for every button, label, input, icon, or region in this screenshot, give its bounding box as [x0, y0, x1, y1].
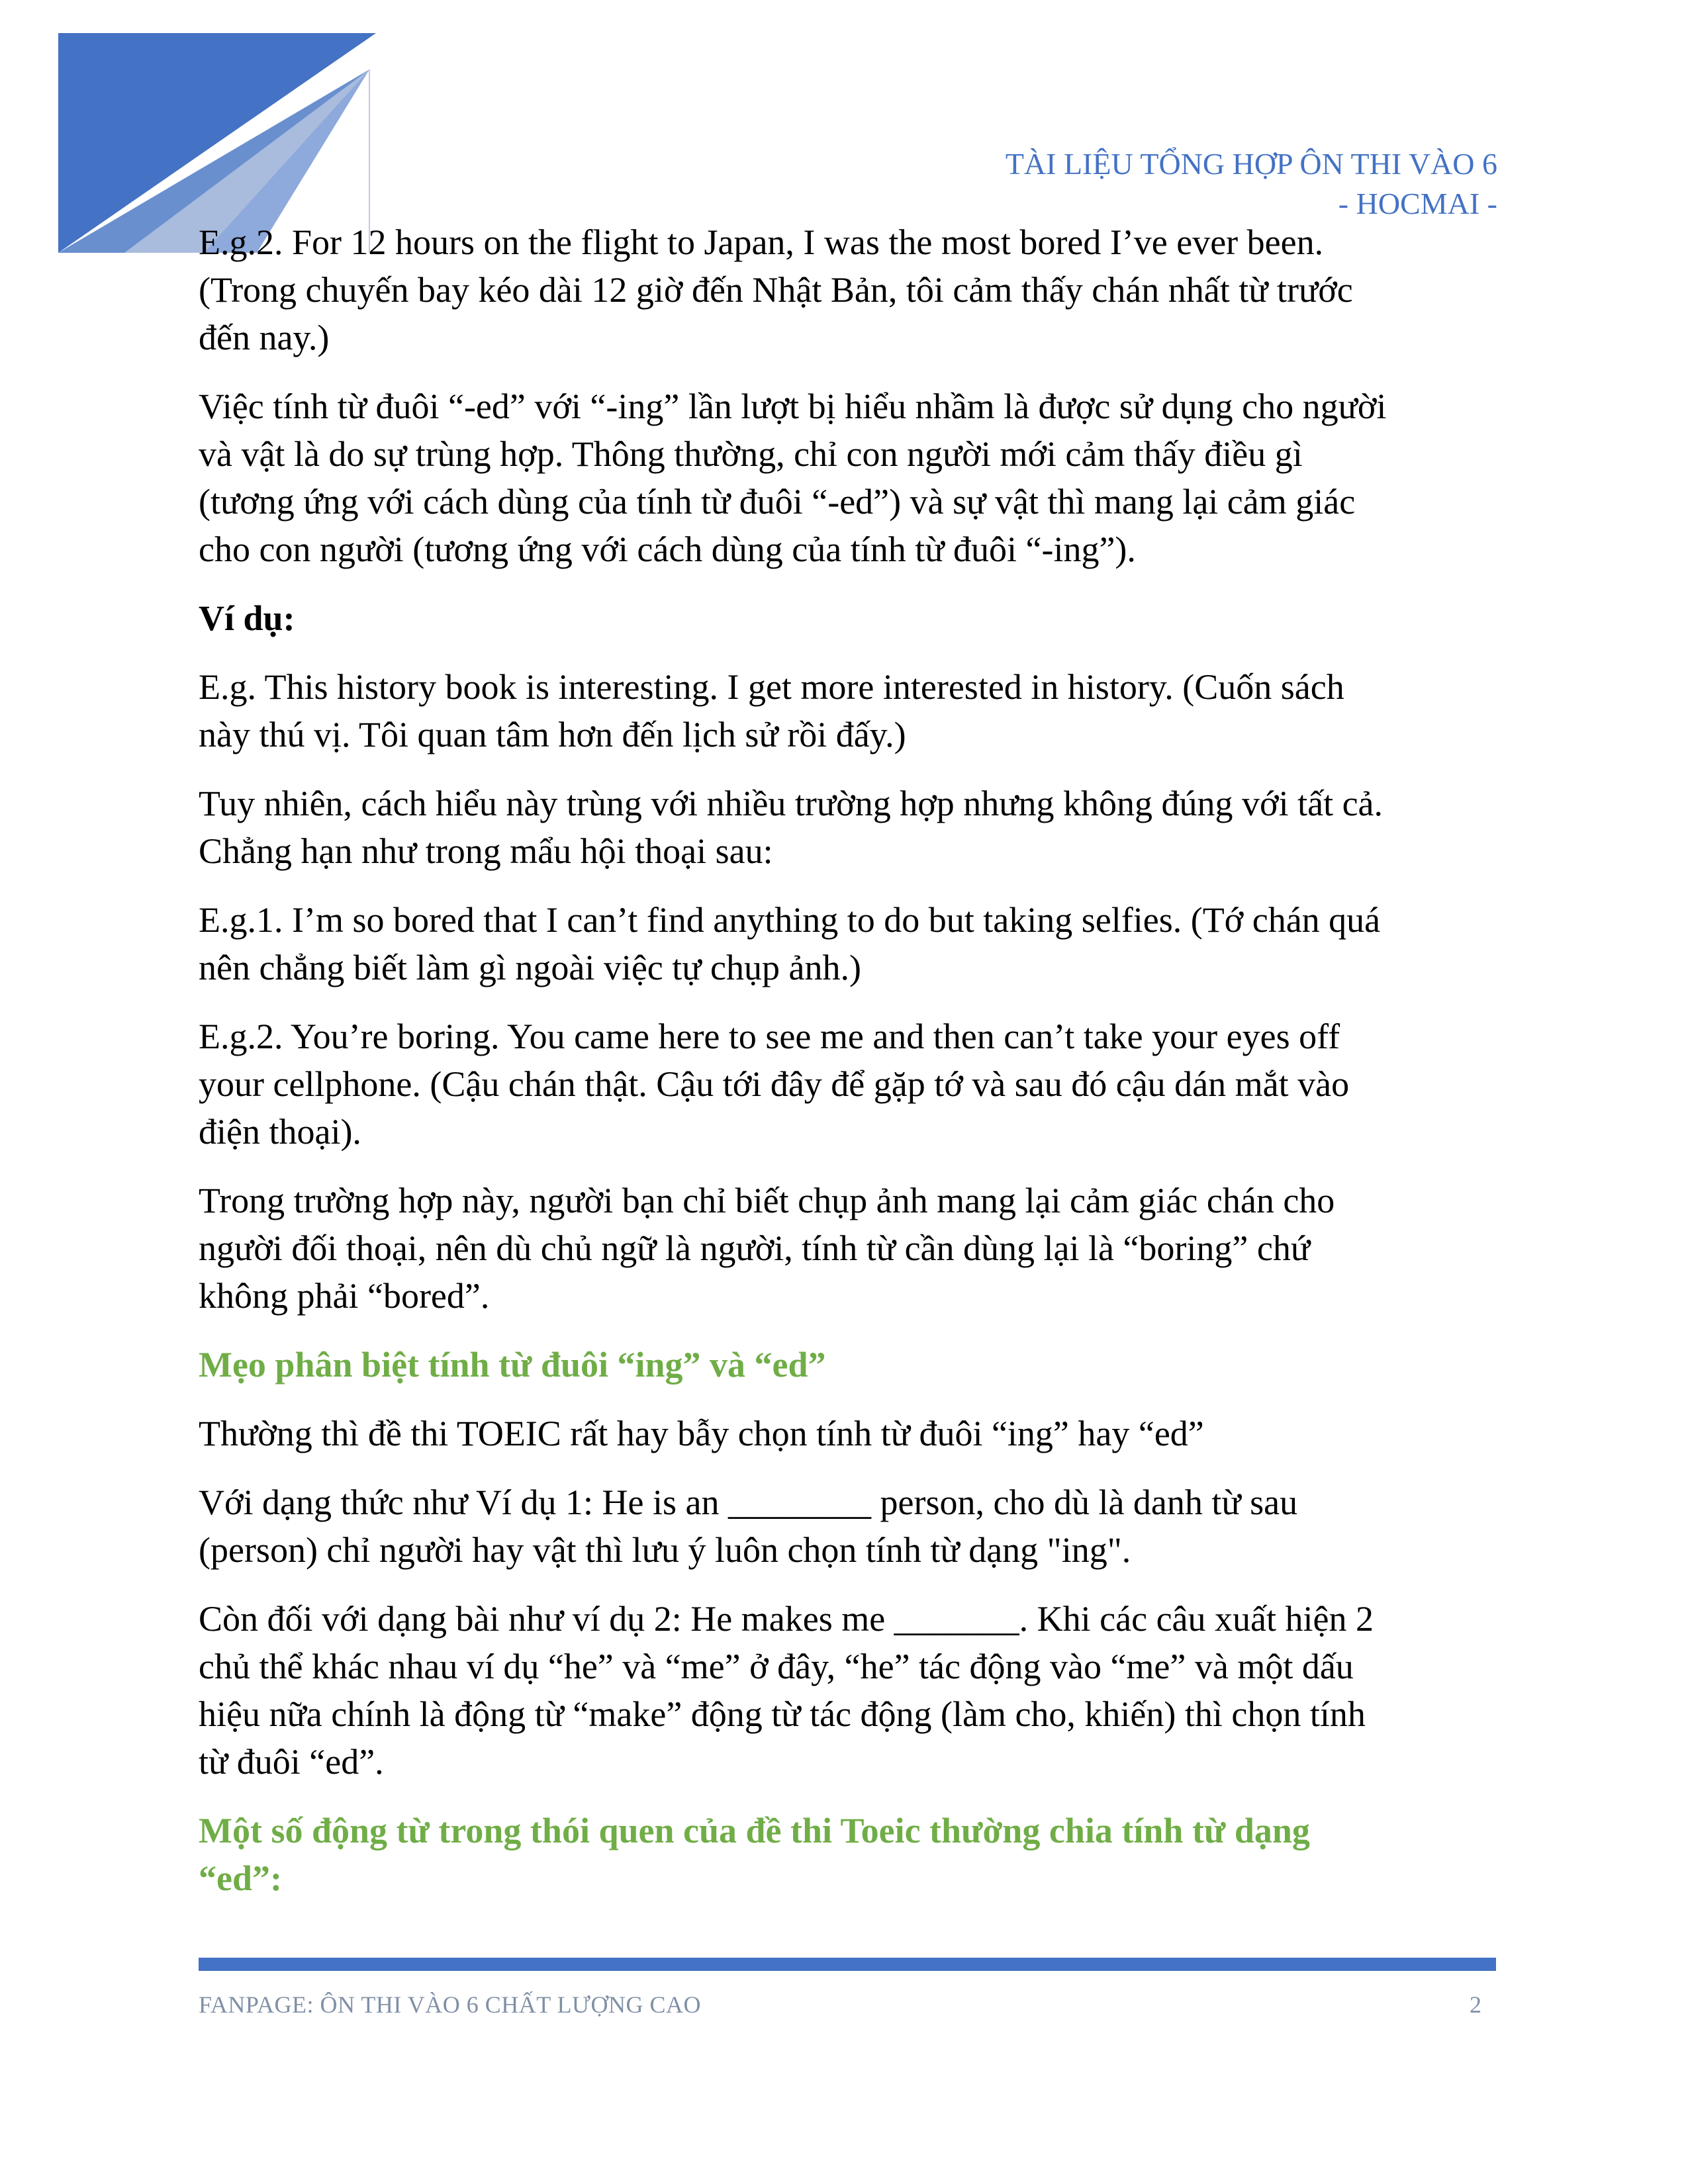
page-number: 2: [1470, 1991, 1481, 2018]
paragraph-form-example-1: [199, 1479, 1496, 1574]
text-line: hiệu nữa chính là động từ “make” động từ tác động (làm cho, khiến) thì chọn tính: [199, 1694, 1366, 1734]
text-line: (Trong chuyến bay kéo dài 12 giờ đến Nhật Bản, tôi cảm thấy chán nhất từ trước: [199, 270, 1353, 310]
section-heading-verbs: [199, 1807, 1496, 1902]
text-line: Tuy nhiên, cách hiểu này trùng với nhiều trường hợp nhưng không đúng với tất cả.: [199, 784, 1383, 823]
paragraph-example-2-flight: [199, 218, 1496, 361]
paragraph-toeic-trap: [199, 1410, 1496, 1457]
section-heading-tips: Mẹo phân biệt tính từ đuôi “ing” và “ed”: [199, 1345, 826, 1385]
text-line: your cellphone. (Cậu chán thật. Cậu tới đây để gặp tớ và sau đó cậu dán mắt vào: [199, 1064, 1350, 1104]
heading-line: “ed”:: [199, 1858, 282, 1898]
text-line: đến nay.): [199, 318, 330, 357]
header-title-line1: TÀI LIỆU TỔNG HỢP ÔN THI VÀO 6: [1005, 147, 1497, 181]
text-line: Trong trường hợp này, người bạn chỉ biết chụp ảnh mang lại cảm giác chán cho: [199, 1181, 1335, 1220]
text-line: từ đuôi “ed”.: [199, 1742, 384, 1782]
paragraph-example-2-boring: [199, 1013, 1496, 1156]
text-line: Chẳng hạn như trong mẩu hội thoại sau:: [199, 831, 773, 871]
text-line: nên chẳng biết làm gì ngoài việc tự chụp ảnh.): [199, 948, 861, 987]
text-line: cho con người (tương ứng với cách dùng của tính từ đuôi “-ing”).: [199, 529, 1136, 569]
text-line: (person) chỉ người hay vật thì lưu ý luôn chọn tính từ dạng "ing".: [199, 1530, 1131, 1570]
text-line: không phải “bored”.: [199, 1276, 490, 1316]
text-line: E.g.1. I’m so bored that I can’t find anything to do but taking selfies. (Tớ chán quá: [199, 900, 1381, 940]
text-line: E.g.2. You’re boring. You came here to see me and then can’t take your eyes off: [199, 1017, 1340, 1056]
main-content: [199, 218, 1496, 1923]
paragraph-in-this-case: [199, 1177, 1496, 1320]
text-line: chủ thể khác nhau ví dụ “he” và “me” ở đây, “he” tác động vào “me” và một dấu: [199, 1647, 1354, 1686]
header-title-line2: - HOCMAI -: [1338, 187, 1497, 220]
header-title: [1006, 144, 1497, 224]
paragraph-however: [199, 780, 1496, 875]
footer-fanpage-text: FANPAGE: ÔN THI VÀO 6 CHẤT LƯỢNG CAO: [199, 1991, 701, 2018]
text-line: Còn đối với dạng bài như ví dụ 2: He makes me _______. Khi các câu xuất hiện 2: [199, 1599, 1374, 1639]
example-label: Ví dụ:: [199, 598, 295, 638]
text-line: Với dạng thức như Ví dụ 1: He is an ________ person, cho dù là danh từ sau: [199, 1482, 1298, 1522]
text-line: và vật là do sự trùng hợp. Thông thường, chỉ con người mới cảm thấy điều gì: [199, 434, 1303, 474]
text-line: Việc tính từ đuôi “-ed” với “-ing” lần lượt bị hiểu nhầm là được sử dụng cho người: [199, 387, 1387, 426]
text-line: E.g. This history book is interesting. I get more interested in history. (Cuốn sách: [199, 667, 1344, 707]
text-line: này thú vị. Tôi quan tâm hơn đến lịch sử rồi đấy.): [199, 715, 906, 754]
text-line: E.g.2. For 12 hours on the flight to Japan, I was the most bored I’ve ever been.: [199, 222, 1324, 262]
text-line: người đối thoại, nên dù chủ ngữ là người, tính từ cần dùng lại là “boring” chứ: [199, 1228, 1311, 1268]
text-line: điện thoại).: [199, 1112, 361, 1152]
text-line: Thường thì đề thi TOEIC rất hay bẫy chọn tính từ đuôi “ing” hay “ed”: [199, 1414, 1204, 1453]
paragraph-misunderstanding: [199, 383, 1496, 573]
paragraph-form-example-2: [199, 1595, 1496, 1786]
paragraph-example-1-selfies: [199, 896, 1496, 991]
paragraph-history-book: [199, 663, 1496, 758]
footer-divider: [199, 1958, 1496, 1971]
heading-line: Một số động từ trong thói quen của đề thi Toeic thường chia tính từ dạng: [199, 1811, 1310, 1850]
text-line: (tương ứng với cách dùng của tính từ đuôi “-ed”) và sự vật thì mang lại cảm giác: [199, 482, 1356, 522]
